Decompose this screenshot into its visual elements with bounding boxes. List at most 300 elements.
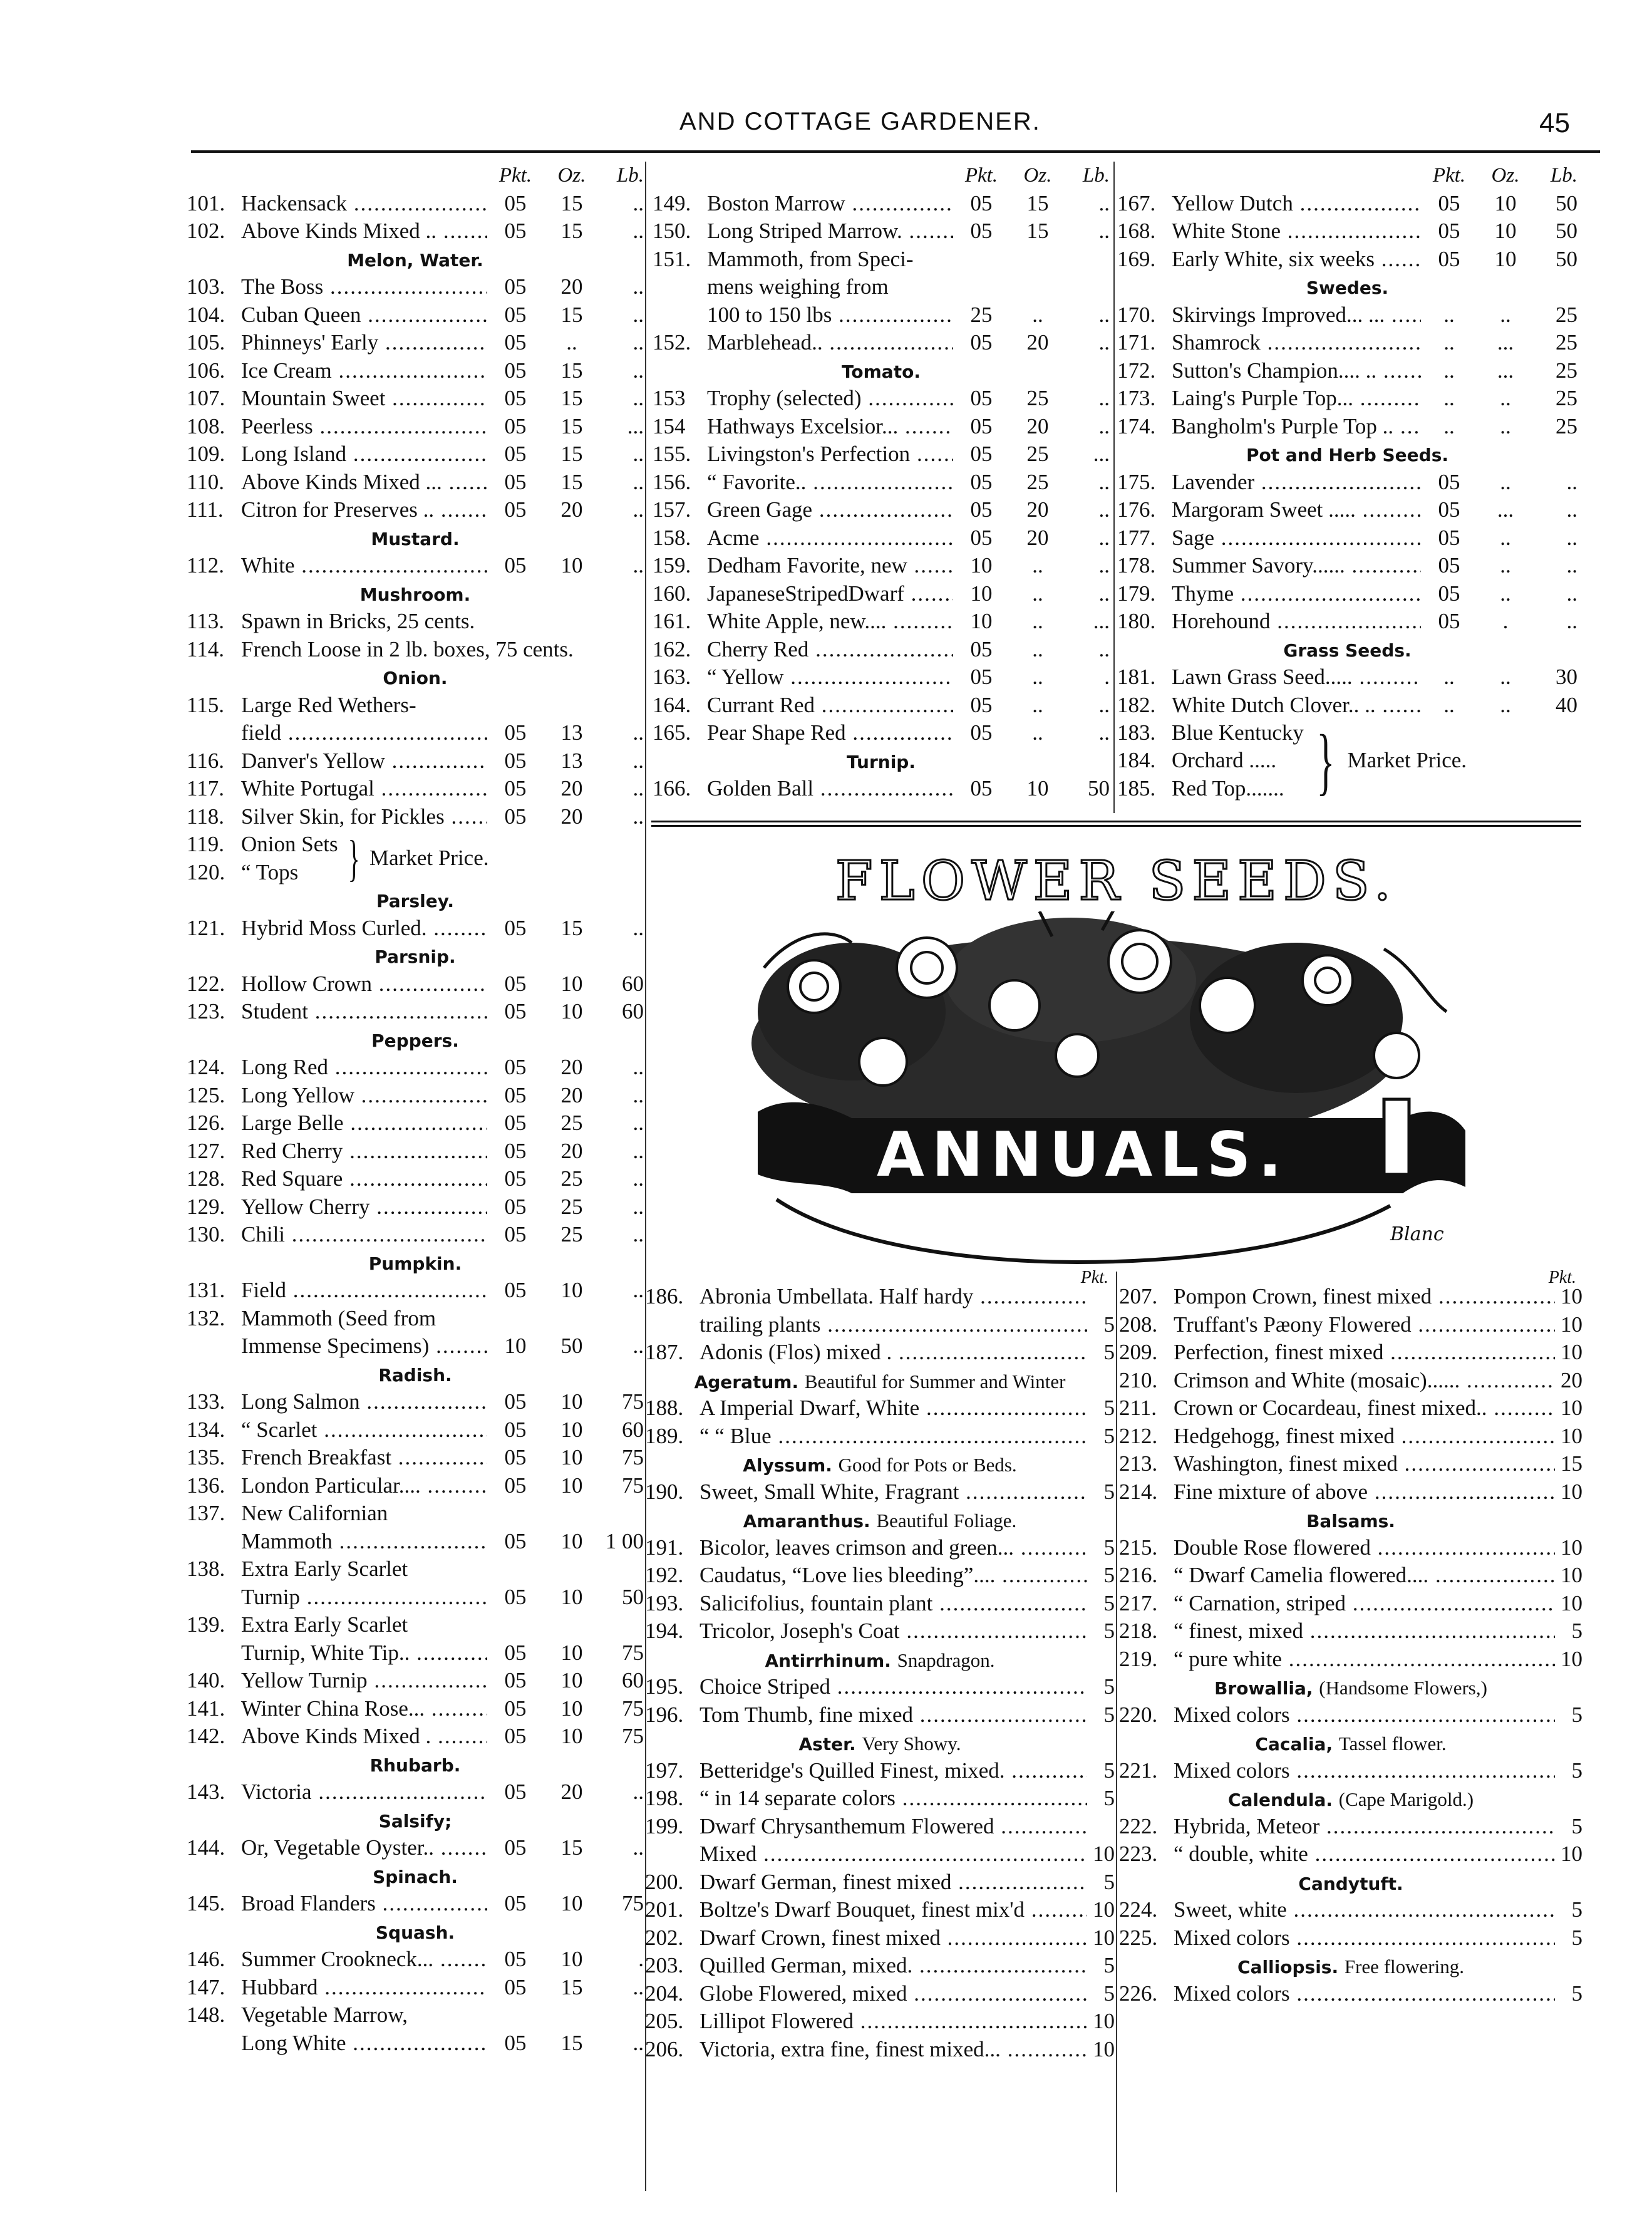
lb-price: 25: [1556, 413, 1577, 438]
item-name: Cuban Queen .....: [241, 301, 487, 329]
item-name: Mixed colors .....: [1174, 1924, 1555, 1952]
item-number: 122.: [187, 971, 225, 996]
item-name: Long Striped Marrow. .....: [707, 217, 953, 246]
item-name: A Imperial Dwarf, White .....: [700, 1394, 1087, 1423]
category-name: Cacalia,: [1255, 1734, 1333, 1754]
oz-price: 20: [1026, 330, 1049, 355]
bracket-lines: [187, 831, 338, 886]
oz-price: 10: [560, 1724, 583, 1748]
pkt-price: ..: [1443, 692, 1455, 717]
category-heading: Parsnip.: [374, 946, 456, 967]
oz-price: 50: [560, 1334, 583, 1358]
item-number: 225.: [1119, 1925, 1158, 1950]
category-heading: [1119, 1952, 1582, 1980]
oz-price: 10: [560, 1278, 583, 1302]
item-name: White Apple, new.... .....: [707, 608, 953, 636]
item-number: 190.: [645, 1479, 684, 1504]
list-item: [1117, 413, 1577, 441]
lb-price: 60: [622, 1417, 644, 1442]
item-number: 221.: [1119, 1758, 1158, 1783]
pkt-price: 05: [1438, 190, 1460, 215]
pkt-price: 5: [1103, 1619, 1115, 1643]
item-name: Field .....: [241, 1277, 487, 1305]
lb-price: 75: [622, 1473, 644, 1498]
category-heading: Turnip.: [847, 751, 916, 772]
list-item: [1117, 580, 1577, 608]
list-item: [645, 1980, 1115, 2008]
item-number: 151.: [653, 246, 691, 271]
item-name: Turnip, White Tip.. .....: [241, 1639, 487, 1667]
item-name: Long White .....: [241, 2029, 487, 2058]
item-name: JapaneseStripedDwarf .....: [707, 580, 953, 608]
pkt-price: 05: [504, 219, 527, 243]
oz-price: ..: [1032, 665, 1043, 689]
list-item: [187, 1165, 644, 1193]
item-name: Yellow Dutch .....: [1172, 190, 1421, 218]
pkt-price: 05: [504, 1947, 527, 1971]
pkt-price: 05: [1438, 497, 1460, 522]
item-name: Summer Savory...... .....: [1172, 552, 1421, 580]
lb-price: ..: [1566, 497, 1577, 522]
flower-seeds-heading: FLOWER SEEDS.: [835, 850, 1398, 913]
lb-price: 25: [1556, 302, 1577, 327]
item-name: Above Kinds Mixed .. .....: [241, 217, 487, 246]
pkt-price: 10: [970, 609, 993, 633]
list-item: [1117, 524, 1577, 552]
oz-price: 15: [560, 190, 583, 215]
list-item: [645, 1394, 1115, 1423]
lb-price: .: [1104, 665, 1110, 689]
pkt-heading: Pkt.: [498, 164, 532, 187]
oz-price: 15: [560, 219, 583, 243]
oz-price: 15: [560, 469, 583, 494]
list-item: [1119, 1896, 1582, 1924]
item-text: Extra Early Scarlet: [241, 1612, 408, 1637]
pkt-price: 05: [970, 469, 993, 494]
oz-heading: Oz.: [1491, 164, 1520, 187]
list-item: [645, 1840, 1115, 1868]
item-name: Marblehead.. .....: [707, 329, 953, 357]
item-number: 178.: [1117, 553, 1156, 578]
list-item: [1117, 190, 1577, 218]
oz-price: 25: [1026, 469, 1049, 494]
item-name: Hybrid Moss Curled. .....: [241, 915, 487, 943]
item-name: “ Scarlet .....: [241, 1416, 487, 1444]
pkt-price: 10: [1093, 2009, 1115, 2033]
list-item: [645, 1311, 1115, 1339]
list-item: [653, 692, 1110, 720]
oz-price: 20: [1026, 525, 1049, 550]
oz-price: 10: [560, 1417, 583, 1442]
list-item: [1119, 1980, 1582, 2008]
list-item: [187, 1332, 644, 1360]
lb-price: ...: [1093, 609, 1110, 633]
item-name: Livingston's Perfection .....: [707, 440, 953, 469]
item-number: 202.: [645, 1925, 684, 1950]
oz-price: 10: [560, 1473, 583, 1498]
category-heading: Tomato.: [842, 361, 921, 382]
list-item: [1117, 301, 1577, 329]
annuals-column-2: [1119, 1264, 1582, 2008]
category-heading: Pumpkin.: [368, 1253, 462, 1274]
item-name: Sweet, Small White, Fragrant .....: [700, 1478, 1087, 1506]
lb-price: 75: [622, 1389, 644, 1414]
list-item: [1119, 1813, 1582, 1841]
pkt-heading: Pkt.: [1432, 164, 1466, 187]
item-name: Chili .....: [241, 1221, 487, 1249]
item-name: Perfection, finest mixed .....: [1174, 1339, 1555, 1367]
price-column-1: [187, 162, 644, 2057]
item-number: 147.: [187, 1974, 225, 1999]
category-name: Balsams.: [1306, 1511, 1395, 1531]
item-number: 185.: [1117, 775, 1156, 801]
list-item: [653, 524, 1110, 552]
list-item: [645, 1423, 1115, 1451]
oz-price: 10: [560, 1947, 583, 1971]
item-name: Fine mixture of above .....: [1174, 1478, 1555, 1506]
item-name: Globe Flowered, mixed .....: [700, 1980, 1087, 2008]
lb-price: ..: [632, 469, 644, 494]
item-name: Bangholm's Purple Top .. .....: [1172, 413, 1421, 441]
pkt-price: 10: [1561, 1535, 1582, 1560]
lb-price: ..: [1566, 553, 1577, 578]
bracket-note: Market Price.: [369, 846, 489, 871]
item-number: 145.: [187, 1891, 225, 1915]
lb-price: 60: [622, 999, 644, 1024]
oz-price: 10: [560, 999, 583, 1024]
item-name: Yellow Turnip .....: [241, 1667, 487, 1695]
oz-price: ..: [1032, 692, 1043, 717]
item-number: 102.: [187, 219, 225, 243]
lb-price: ..: [632, 219, 644, 243]
item-number: 193.: [645, 1590, 684, 1615]
list-item: [187, 1472, 644, 1500]
pkt-price: 05: [504, 1696, 527, 1721]
pkt-price: 5: [1103, 1953, 1115, 1977]
oz-price: ..: [1032, 609, 1043, 633]
list-item: [187, 469, 644, 497]
oz-price: 15: [560, 2030, 583, 2055]
list-item: [187, 608, 644, 636]
list-item: [187, 2029, 644, 2058]
lb-price: ..: [1098, 190, 1110, 215]
list-item: [187, 552, 644, 580]
list-item: [653, 552, 1110, 580]
pkt-price: 5: [1103, 1563, 1115, 1587]
oz-price: 20: [1026, 497, 1049, 522]
item-number: 129.: [187, 1194, 225, 1219]
category-heading: [645, 1450, 1115, 1478]
lb-price: .: [638, 1947, 644, 1971]
item-number: 222.: [1119, 1813, 1158, 1838]
item-number: 226.: [1119, 1981, 1158, 2006]
category-note: Beautiful for Summer and Winter: [804, 1370, 1066, 1392]
item-name: Or, Vegetable Oyster.. .....: [241, 1834, 487, 1862]
oz-price: 15: [560, 1835, 583, 1860]
item-name: Peerless .....: [241, 413, 487, 441]
bracket-lines: [1117, 719, 1304, 803]
oz-price: 15: [1026, 190, 1049, 215]
lb-price: ..: [1098, 386, 1110, 410]
item-number: 218.: [1119, 1619, 1158, 1643]
pkt-price: ..: [1443, 386, 1455, 410]
item-name: “ pure white .....: [1174, 1645, 1555, 1674]
list-item: [187, 1082, 644, 1110]
oz-price: 25: [560, 1111, 583, 1135]
lb-price: ..: [1566, 609, 1577, 633]
item-name: Laing's Purple Top... .....: [1172, 385, 1421, 413]
list-item: [1119, 1394, 1582, 1423]
category-heading: Rhubarb.: [369, 1754, 461, 1776]
item-number: 220.: [1119, 1702, 1158, 1727]
pkt-price: 5: [1103, 1340, 1115, 1364]
oz-price: ..: [1500, 469, 1511, 494]
item-name: Sage .....: [1172, 524, 1421, 552]
pkt-price: 05: [504, 1974, 527, 1999]
oz-price: 20: [1026, 413, 1049, 438]
list-item: [645, 1283, 1115, 1311]
list-item: [645, 2036, 1115, 2064]
column-headings: [653, 162, 1110, 190]
list-item: [653, 385, 1110, 413]
lb-price: ..: [1566, 469, 1577, 494]
item-name: Betteridge's Quilled Finest, mixed. .....: [700, 1757, 1087, 1785]
category-name: Candytuft.: [1298, 1873, 1403, 1894]
oz-price: 10: [560, 1445, 583, 1469]
oz-price: 15: [560, 413, 583, 438]
item-number: 184.: [1117, 748, 1156, 773]
item-name: Dwarf Chrysanthemum Flowered .....: [700, 1813, 1087, 1841]
item-name: 100 to 150 lbs .....: [707, 301, 953, 329]
category-heading: [645, 1367, 1115, 1395]
item-number: 199.: [645, 1813, 684, 1838]
item-name: Thyme .....: [1172, 580, 1421, 608]
pkt-price: 05: [1438, 581, 1460, 606]
bracketed-items: [187, 831, 644, 886]
item-number: 137.: [187, 1501, 225, 1525]
category-note: Free flowering.: [1344, 1956, 1464, 1977]
item-name: Sutton's Champion.... .. .....: [1172, 357, 1421, 385]
list-item: [653, 663, 1110, 692]
lb-price: ..: [1098, 525, 1110, 550]
category-heading: Melon, Water.: [347, 249, 483, 271]
list-item: [645, 1896, 1115, 1924]
item-name: Long Red .....: [241, 1054, 487, 1082]
pkt-price: 15: [1561, 1451, 1582, 1476]
item-name: Immense Specimens) .....: [241, 1332, 487, 1360]
pkt-price: ..: [1443, 302, 1455, 327]
item-name: Lavender .....: [1172, 469, 1421, 497]
category-note: Snapdragon.: [897, 1649, 995, 1671]
list-item: [1117, 246, 1577, 274]
lb-price: 75: [622, 1696, 644, 1721]
pkt-price: 05: [504, 1835, 527, 1860]
annuals-column-1: [645, 1264, 1115, 2063]
pkt-price: 05: [970, 776, 993, 801]
list-item: [187, 1416, 644, 1444]
category-note: Beautiful Foliage.: [876, 1510, 1017, 1531]
pkt-price: 05: [504, 999, 527, 1024]
item-number: 215.: [1119, 1535, 1158, 1560]
lb-price: 30: [1556, 665, 1577, 689]
item-name: Golden Ball .....: [707, 775, 953, 803]
oz-price: 25: [1026, 386, 1049, 410]
list-item: [645, 1534, 1115, 1562]
item-number: 110.: [187, 469, 224, 494]
list-item: [187, 1193, 644, 1221]
oz-price: ...: [1497, 358, 1514, 383]
pkt-price: 05: [1438, 525, 1460, 550]
list-item: [187, 1667, 644, 1695]
item-text: Extra Early Scarlet: [241, 1557, 408, 1581]
item-name: Lillipot Flowered .....: [700, 2008, 1087, 2036]
item-number: 217.: [1119, 1590, 1158, 1615]
item-number: 148.: [187, 2003, 225, 2027]
pkt-price: 05: [504, 190, 527, 215]
pkt-price: 5: [1103, 1786, 1115, 1810]
list-item: [653, 469, 1110, 497]
lb-price: ..: [1098, 692, 1110, 717]
item-name: “ finest, mixed .....: [1174, 1617, 1555, 1645]
oz-price: 10: [560, 553, 583, 578]
oz-price: 20: [560, 274, 583, 299]
pkt-price: 5: [1103, 1869, 1115, 1894]
item-number: 183.: [1117, 720, 1156, 745]
item-name: Hackensack .....: [241, 190, 487, 218]
lb-price: ..: [1098, 553, 1110, 578]
brace-mark: }: [1316, 718, 1335, 802]
oz-price: ..: [1032, 553, 1043, 578]
item-number: 189.: [645, 1423, 684, 1448]
item-number: 105.: [187, 330, 225, 355]
lb-price: ..: [1098, 219, 1110, 243]
list-item: [1117, 775, 1304, 803]
pkt-price: 05: [504, 1528, 527, 1553]
flower-seeds-section: [651, 821, 1581, 913]
item-number: 135.: [187, 1445, 225, 1469]
item-number: 131.: [187, 1278, 225, 1302]
item-number: 163.: [653, 665, 691, 689]
pkt-price: 05: [504, 358, 527, 383]
list-item: [1119, 1645, 1582, 1674]
list-item: [187, 301, 644, 329]
item-name: Choice Striped .....: [700, 1673, 1087, 1701]
lb-price: ..: [632, 1111, 644, 1135]
oz-price: 25: [1026, 442, 1049, 466]
lb-price: ..: [632, 2030, 644, 2055]
lb-price: 50: [622, 1584, 644, 1609]
list-item: [187, 1388, 644, 1416]
column-divider: [1116, 1272, 1117, 2192]
item-number: 187.: [645, 1340, 684, 1364]
oz-price: 15: [560, 915, 583, 940]
column-headings: [1117, 162, 1577, 190]
pkt-heading: Pkt.: [1080, 1268, 1108, 1287]
list-item: [653, 580, 1110, 608]
lb-price: ..: [632, 915, 644, 940]
item-number: 210.: [1119, 1367, 1158, 1392]
item-number: 143.: [187, 1780, 225, 1804]
lb-heading: Lb.: [1550, 164, 1577, 187]
list-item: [187, 1611, 644, 1639]
list-item: [1119, 1478, 1582, 1506]
lb-price: 50: [1556, 246, 1577, 271]
item-name: Long Salmon .....: [241, 1388, 487, 1416]
lb-price: ..: [632, 442, 644, 466]
category-name: Browallia,: [1214, 1678, 1313, 1699]
pkt-price: 05: [504, 1389, 527, 1414]
lb-price: ..: [1098, 581, 1110, 606]
pkt-price: 05: [504, 497, 527, 522]
item-number: 211.: [1119, 1396, 1157, 1420]
oz-price: ..: [1500, 413, 1511, 438]
item-number: 161.: [653, 609, 691, 633]
pkt-price: 05: [504, 1780, 527, 1804]
pkt-price: 05: [504, 413, 527, 438]
list-item: [187, 1277, 644, 1305]
pkt-price: 05: [1438, 219, 1460, 243]
oz-price: 10: [560, 1584, 583, 1609]
category-name: Ageratum.: [694, 1371, 799, 1392]
lb-price: ..: [632, 274, 644, 299]
item-text: mens weighing from: [707, 274, 889, 299]
item-text: Large Red Wethers-: [241, 692, 416, 717]
item-number: 156.: [653, 469, 691, 494]
oz-price: 25: [560, 1166, 583, 1191]
pkt-price: 05: [504, 776, 527, 801]
item-name: Long Yellow .....: [241, 1082, 487, 1110]
item-number: 133.: [187, 1389, 225, 1414]
item-number: 124.: [187, 1055, 225, 1079]
lb-price: 75: [622, 1724, 644, 1748]
lb-price: 75: [622, 1891, 644, 1915]
list-item: [187, 1444, 644, 1472]
list-item: [1119, 1311, 1582, 1339]
item-text: Vegetable Marrow,: [241, 2003, 408, 2027]
pkt-price: 05: [504, 971, 527, 996]
item-name: Bicolor, leaves crimson and green... .....: [700, 1534, 1087, 1562]
item-name: French Breakfast .....: [241, 1444, 487, 1472]
lb-price: ..: [632, 1166, 644, 1191]
lb-price: ..: [632, 190, 644, 215]
pkt-price: 5: [1103, 1312, 1115, 1337]
pkt-price: 05: [504, 274, 527, 299]
pkt-price: 05: [1438, 246, 1460, 271]
item-text: French Loose in 2 lb. boxes, 75 cents.: [241, 636, 574, 661]
lb-price: 40: [1556, 692, 1577, 717]
pkt-price: 10: [1561, 1396, 1582, 1420]
item-number: 223.: [1119, 1842, 1158, 1866]
lb-price: ..: [632, 1278, 644, 1302]
item-number: 224.: [1119, 1897, 1158, 1922]
item-number: 119.: [187, 832, 224, 856]
lb-price: ..: [1566, 581, 1577, 606]
list-item: [187, 1778, 644, 1806]
item-name: Phinneys' Early .....: [241, 329, 487, 357]
oz-price: .: [1502, 609, 1509, 633]
item-number: 149.: [653, 190, 691, 215]
pkt-price: 05: [504, 720, 527, 745]
item-name: Red Top.......: [1172, 775, 1284, 801]
pkt-price: 10: [1561, 1563, 1582, 1587]
item-number: 104.: [187, 302, 225, 327]
item-number: 154: [653, 413, 686, 438]
list-item: [653, 496, 1110, 524]
category-heading: [1119, 1506, 1582, 1534]
item-number: 214.: [1119, 1479, 1158, 1504]
item-name: Summer Crookneck... .....: [241, 1946, 487, 1974]
item-number: 194.: [645, 1619, 684, 1643]
